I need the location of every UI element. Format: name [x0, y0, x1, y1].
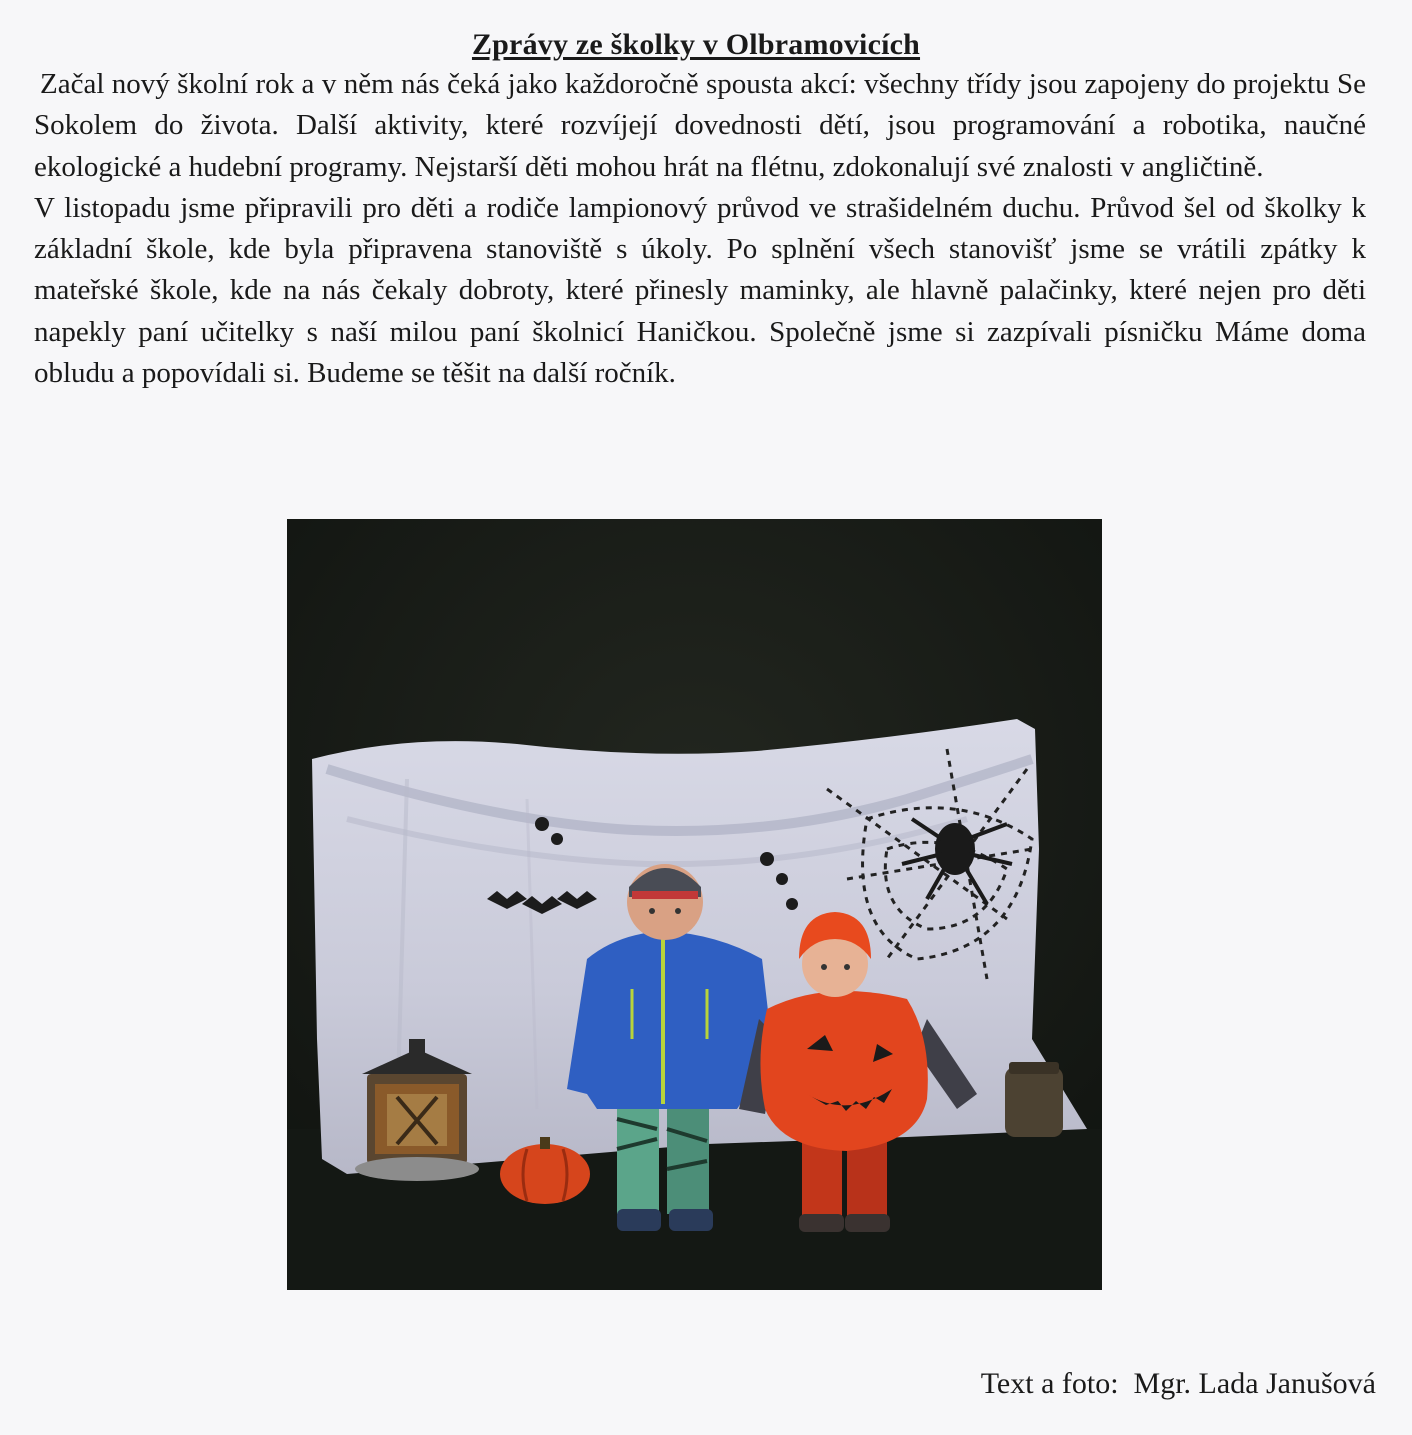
- article-paragraph-1: Začal nový školní rok a v něm nás čeká jako každoročně spousta akcí: všechny třídy jsou zapojeny do projektu Se Sokolem do života. Další aktivity, které rozvíjejí dovednosti dětí, jsou programování a robotika, naučné ekologické a hudební programy. Nejstarší děti mohou hrát na flétnu, zdokonalují své znalosti v angličtině.: [34, 68, 1366, 183]
- article-paragraph-2: V listopadu jsme připravili pro děti a rodiče lampionový průvod ve strašidelném duchu. Průvod šel od školky k základní škole, kde byla připravena stanoviště s úkoly. Po splnění všech stanovišť jsme se vrátili zpátky k mateřské škole, kde na nás čekaly dobroty, které přinesly maminky, ale hlavně palačinky, které nejen pro děti napekly paní učitelky s naší milou paní školnicí Haničkou. Společně jsme si zazpívali písničku Máme doma obludu a popovídali si. Budeme se těšit na další ročník.: [34, 191, 1366, 390]
- article-body: [34, 64, 1366, 394]
- event-photo: [287, 519, 1102, 1290]
- photo-credit: Text a foto: Mgr. Lada Janušová: [980, 1367, 1376, 1400]
- jar-decoration: [1005, 1062, 1063, 1137]
- article-title: Zprávy ze školky v Olbramovicích: [471, 28, 921, 61]
